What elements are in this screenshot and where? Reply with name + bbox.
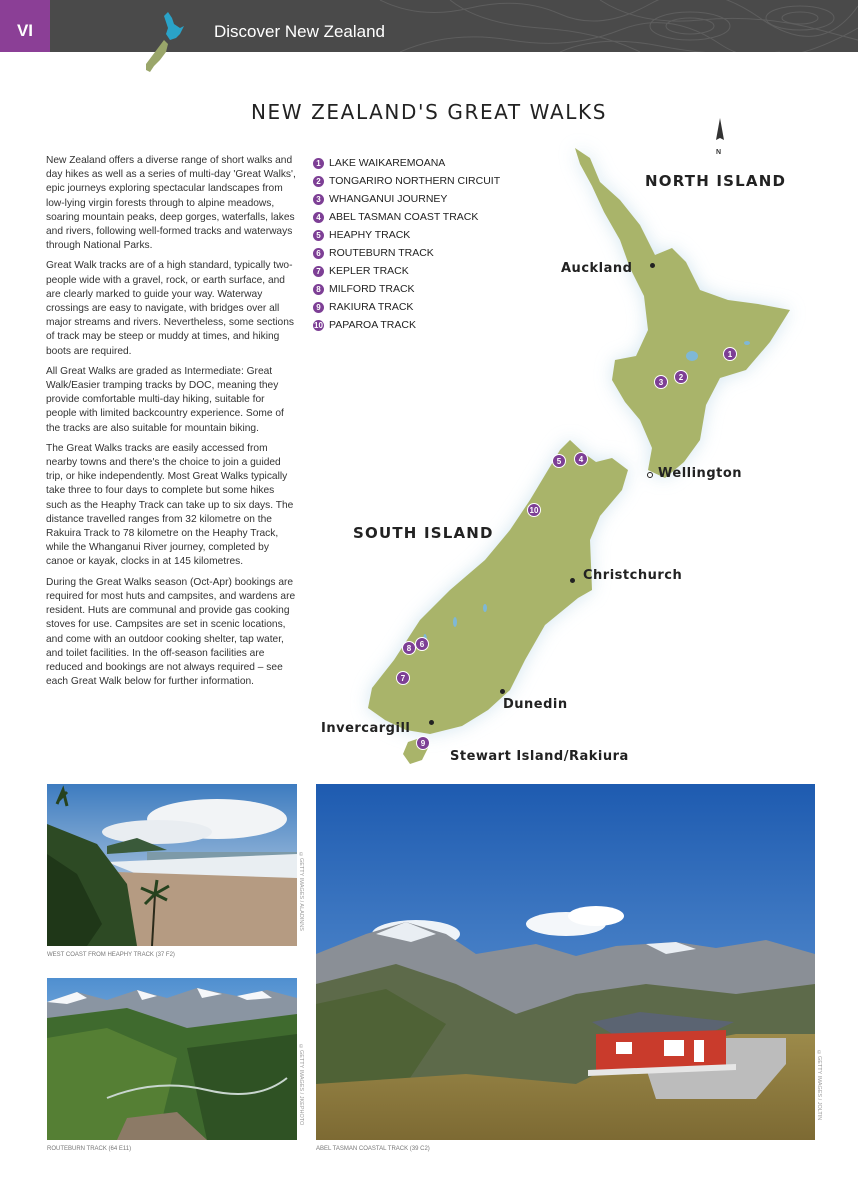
legend-item xyxy=(313,280,500,298)
beach-photo-image xyxy=(47,784,297,946)
city-dot xyxy=(500,689,505,694)
topographic-pattern xyxy=(0,0,858,52)
city-stewart-island: Stewart Island/Rakiura xyxy=(450,749,629,764)
legend-number: 1 xyxy=(313,158,324,169)
city-dot xyxy=(570,578,575,583)
legend-label: MILFORD TRACK xyxy=(329,283,415,295)
photo-credit: ©GETTY IMAGES / JKEPHOTO xyxy=(298,1044,304,1126)
section-title: Discover New Zealand xyxy=(214,22,386,41)
city-auckland: Auckland xyxy=(561,261,633,276)
legend-label: TONGARIRO NORTHERN CIRCUIT xyxy=(329,175,501,187)
legend-label: KEPLER TRACK xyxy=(329,265,409,277)
photo-caption: WEST COAST FROM HEAPHY TRACK (37 F2) xyxy=(47,952,175,958)
track-marker-9[interactable]: 9 xyxy=(416,736,430,750)
lake xyxy=(453,617,457,627)
legend-number: 2 xyxy=(313,176,324,187)
track-marker-4[interactable]: 4 xyxy=(574,452,588,466)
article-body xyxy=(46,154,296,695)
track-marker-3[interactable]: 3 xyxy=(654,375,668,389)
legend-label: LAKE WAIKAREMOANA xyxy=(329,157,446,169)
paragraph: All Great Walks are graded as Intermediate: Great Walk/Easier tramping tracks by DOC, meaning they provide comfortable multi-day hiking, suitable for people with limited backcountry experience. Some of the tracks are also suitable for mountain biking. xyxy=(46,365,284,434)
nz-mini-map-icon xyxy=(140,10,188,78)
north-arrow-icon xyxy=(713,118,727,148)
page-title: NEW ZEALAND'S GREAT WALKS xyxy=(251,100,607,124)
legend-number: 6 xyxy=(313,248,324,259)
city-dot xyxy=(647,472,653,478)
legend-label: PAPAROA TRACK xyxy=(329,319,416,331)
paragraph: Great Walk tracks are of a high standard, typically two-people wide with a gravel, rock, or earth surface, and are clearly marked to guide your way. Waterway crossings are easy to navigate, with bridges over all major streams and rivers. Nevertheless, some sections of track may be steep or muddy at times, and hiking boots are required. xyxy=(46,260,294,357)
legend-number: 4 xyxy=(313,212,324,223)
city-dot xyxy=(429,720,434,725)
page-number-badge: VI xyxy=(0,0,50,52)
legend-label: ABEL TASMAN COAST TRACK xyxy=(329,211,479,223)
photo-credit: ©GETTY IMAGES / JOLTIN xyxy=(816,1050,822,1121)
city-christchurch: Christchurch xyxy=(583,568,683,583)
hut-photo-image xyxy=(316,784,815,1140)
lake-taupo xyxy=(686,351,698,361)
legend-item xyxy=(313,316,500,334)
paragraph: During the Great Walks season (Oct-Apr) bookings are required for most huts and campsites, and wardens are resident. Huts are communal and provide gas cooking stoves for use. Campsites are set in scenic locations, and come with an outdoor cooking shelter, tap water, and toilet facilities. In the off-season facilities are reduced and bookings are not always required – see each Great Walk below for further information. xyxy=(46,576,296,688)
legend-item xyxy=(313,262,500,280)
paragraph: The Great Walks tracks are easily accessed from nearby towns and there's the choice to join a guided trip, or hike independently. Most Great Walks typically take three to four days to complete but some hikes such as the Heaphy Track can take up to six days. The distance travelled ranges from 32 kilometre on the Rakuira Track to 78 kilometre on the Heaphy Track, while the Whanganui River journey, completed by canoe or kayak, clocks in at 145 kilometres. xyxy=(46,442,294,568)
legend-number: 5 xyxy=(313,230,324,241)
north-label: N xyxy=(716,149,722,156)
legend-label: RAKIURA TRACK xyxy=(329,301,414,313)
page-header xyxy=(0,0,858,52)
city-dot xyxy=(650,263,655,268)
city-wellington: Wellington xyxy=(658,466,743,481)
photo-abel-tasman xyxy=(316,784,815,1140)
track-marker-10[interactable]: 10 xyxy=(527,503,541,517)
paragraph: New Zealand offers a diverse range of short walks and day hikes as well as a series of multi-day 'Great Walks', epic journeys exploring spectacular landscapes from low-lying virgin forests through to alpine meadows, soaring mountain peaks, deep gorges, waterfalls, lakes and rivers, following well-formed tracks and waterways through National Parks. xyxy=(46,155,296,252)
south-island-label: SOUTH ISLAND xyxy=(353,524,494,542)
legend-number: 9 xyxy=(313,302,324,313)
legend-item xyxy=(313,208,500,226)
legend-item xyxy=(313,244,500,262)
legend-label: HEAPHY TRACK xyxy=(329,229,411,241)
legend-item xyxy=(313,190,500,208)
north-island-label: NORTH ISLAND xyxy=(645,172,787,190)
legend-number: 10 xyxy=(314,320,323,330)
city-dunedin: Dunedin xyxy=(503,697,568,712)
valley-photo-image xyxy=(47,978,297,1140)
legend-item xyxy=(313,172,500,190)
photo-caption: ABEL TASMAN COASTAL TRACK (39 C2) xyxy=(316,1146,430,1152)
track-marker-7[interactable]: 7 xyxy=(396,671,410,685)
legend-item xyxy=(313,298,500,316)
lake xyxy=(744,341,750,345)
north-island-shape xyxy=(575,148,790,478)
photo-caption: ROUTEBURN TRACK (64 E11) xyxy=(47,1146,132,1152)
legend-label: WHANGANUI JOURNEY xyxy=(329,193,448,205)
track-marker-1[interactable]: 1 xyxy=(723,347,737,361)
lake xyxy=(483,604,487,612)
south-island-shape xyxy=(368,440,628,734)
legend-number: 8 xyxy=(313,284,324,295)
city-invercargill: Invercargill xyxy=(321,721,411,736)
photo-west-coast xyxy=(47,784,297,946)
photo-routeburn xyxy=(47,978,297,1140)
track-marker-2[interactable]: 2 xyxy=(674,370,688,384)
photo-credit: ©GETTY IMAGES / ALADINNS xyxy=(298,852,304,931)
track-marker-8[interactable]: 8 xyxy=(402,641,416,655)
legend-item xyxy=(313,154,500,172)
legend-label: ROUTEBURN TRACK xyxy=(329,247,434,259)
track-marker-6[interactable]: 6 xyxy=(415,637,429,651)
legend-item xyxy=(313,226,500,244)
legend-number: 7 xyxy=(313,266,324,277)
track-marker-5[interactable]: 5 xyxy=(552,454,566,468)
map-legend xyxy=(313,154,500,334)
legend-number: 3 xyxy=(313,194,324,205)
